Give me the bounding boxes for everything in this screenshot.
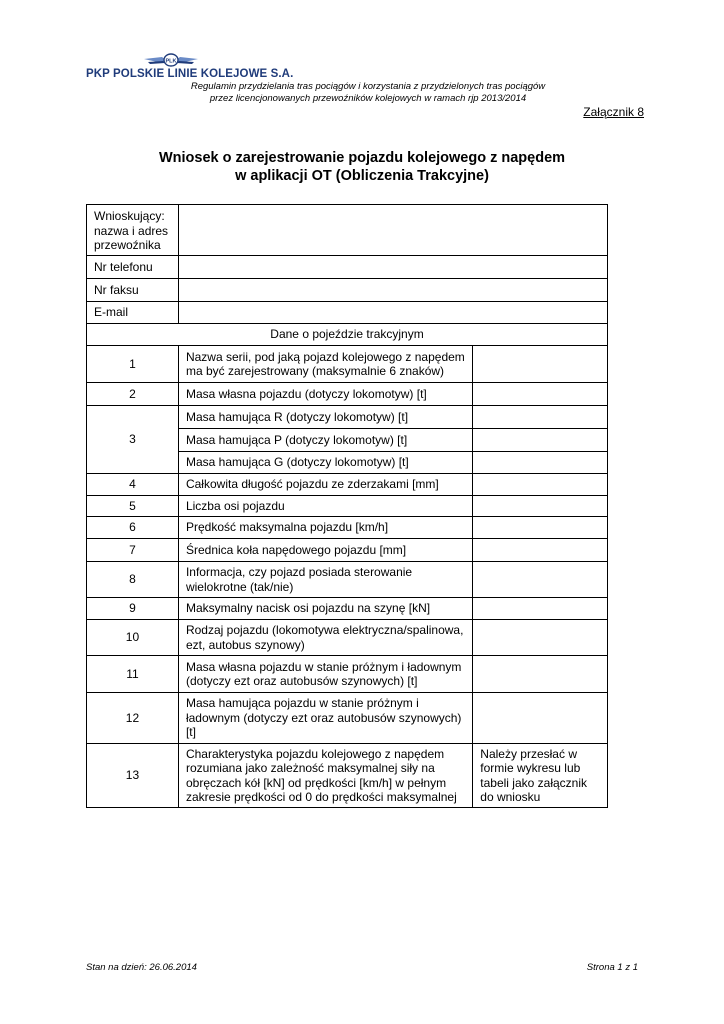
footer-date: Stan na dzień: 26.06.2014 (86, 962, 197, 973)
applicant-row (87, 205, 608, 256)
section-header-row (87, 324, 608, 346)
phone-field[interactable] (178, 256, 607, 279)
document-title-line-2: w aplikacji OT (Obliczenia Trakcyjne) (235, 168, 489, 184)
row-description: Maksymalny nacisk osi pojazdu na szynę [kN] (178, 598, 472, 620)
footer-page-number: Strona 1 z 1 (586, 962, 638, 973)
row-description: Masa hamująca G (dotyczy lokomotyw) [t] (178, 452, 472, 474)
row-number: 1 (87, 346, 179, 383)
row-value[interactable] (473, 346, 608, 383)
row-value[interactable] (473, 429, 608, 452)
row-value[interactable] (473, 517, 608, 539)
table-row (87, 693, 608, 744)
email-field[interactable] (178, 302, 607, 324)
row-description: Charakterystyka pojazdu kolejowego z napędem rozumiana jako zależność maksymalnej siły na obręczach kół [kN] od prędkości [km/h] w pełnym zakresie prędkości od 0 do prędkości maksymalnej (178, 744, 472, 808)
row-value[interactable] (473, 539, 608, 562)
table-row (87, 656, 608, 693)
table-row (87, 517, 608, 539)
table-row (87, 474, 608, 496)
table-row (87, 598, 608, 620)
row-description: Masa hamująca P (dotyczy lokomotyw) [t] (178, 429, 472, 452)
winged-logo-icon (142, 52, 200, 68)
row-description: Informacja, czy pojazd posiada sterowanie wielokrotne (tak/nie) (178, 562, 472, 598)
email-label: E-mail (87, 302, 179, 324)
row-description: Średnica koła napędowego pojazdu [mm] (178, 539, 472, 562)
applicant-field[interactable] (178, 205, 607, 256)
row-number: 3 (87, 406, 179, 474)
row-description: Masa hamująca R (dotyczy lokomotyw) [t] (178, 406, 472, 429)
company-name: PKP POLSKIE LINIE KOLEJOWE S.A. (86, 68, 294, 80)
table-row (87, 562, 608, 598)
row-number: 13 (87, 744, 179, 808)
row-value[interactable] (473, 406, 608, 429)
phone-label: Nr telefonu (87, 256, 179, 279)
table-row (87, 383, 608, 406)
row-description: Masa własna pojazdu w stanie próżnym i ładownym (dotyczy ezt oraz autobusów szynowych) [t] (178, 656, 472, 693)
row-number: 4 (87, 474, 179, 496)
row-description: Rodzaj pojazdu (lokomotywa elektryczna/spalinowa, ezt, autobus szynowy) (178, 620, 472, 656)
email-row (87, 302, 608, 324)
table-row (87, 744, 608, 808)
row-number: 8 (87, 562, 179, 598)
row-value[interactable] (473, 693, 608, 744)
row-description: Liczba osi pojazdu (178, 496, 472, 517)
row-value: Należy przesłać w formie wykresu lub tabeli jako załącznik do wniosku (473, 744, 608, 808)
applicant-label: Wnioskujący: nazwa i adres przewoźnika (87, 205, 179, 256)
fax-row (87, 279, 608, 302)
document-title-line-1: Wniosek o zarejestrowanie pojazdu kolejowego z napędem (158, 150, 566, 166)
row-value[interactable] (473, 620, 608, 656)
regulation-line-2: przez licencjonowanych przewoźników kolejowych w ramach rjp 2013/2014 (209, 93, 527, 104)
phone-row (87, 256, 608, 279)
row-value[interactable] (473, 383, 608, 406)
row-number: 11 (87, 656, 179, 693)
svg-text:PLK: PLK (165, 58, 177, 65)
table-row (87, 406, 608, 429)
row-number: 2 (87, 383, 179, 406)
table-row (87, 346, 608, 383)
row-value[interactable] (473, 656, 608, 693)
row-number: 12 (87, 693, 179, 744)
row-number: 9 (87, 598, 179, 620)
application-form-table (86, 204, 608, 808)
table-row (87, 496, 608, 517)
table-row (87, 539, 608, 562)
row-number: 5 (87, 496, 179, 517)
fax-label: Nr faksu (87, 279, 179, 302)
row-number: 6 (87, 517, 179, 539)
regulation-line-1: Regulamin przydzielania tras pociągów i korzystania z przydzielonych tras pociągów (190, 81, 546, 92)
row-number: 10 (87, 620, 179, 656)
table-row (87, 620, 608, 656)
row-description: Masa własna pojazdu (dotyczy lokomotyw) [t] (178, 383, 472, 406)
pkp-logo (86, 52, 294, 82)
row-value[interactable] (473, 496, 608, 517)
annex-label: Załącznik 8 (583, 105, 644, 119)
fax-field[interactable] (178, 279, 607, 302)
row-description: Nazwa serii, pod jaką pojazd kolejowego z napędem ma być zarejestrowany (maksymalnie 6 znaków) (178, 346, 472, 383)
row-description: Całkowita długość pojazdu ze zderzakami [mm] (178, 474, 472, 496)
section-header: Dane o pojeździe trakcyjnym (87, 324, 608, 346)
row-value[interactable] (473, 598, 608, 620)
row-description: Masa hamująca pojazdu w stanie próżnym i ładownym (dotyczy ezt oraz autobusów szynowych) [t] (178, 693, 472, 744)
row-description: Prędkość maksymalna pojazdu [km/h] (178, 517, 472, 539)
row-value[interactable] (473, 474, 608, 496)
row-number: 7 (87, 539, 179, 562)
row-value[interactable] (473, 452, 608, 474)
row-value[interactable] (473, 562, 608, 598)
